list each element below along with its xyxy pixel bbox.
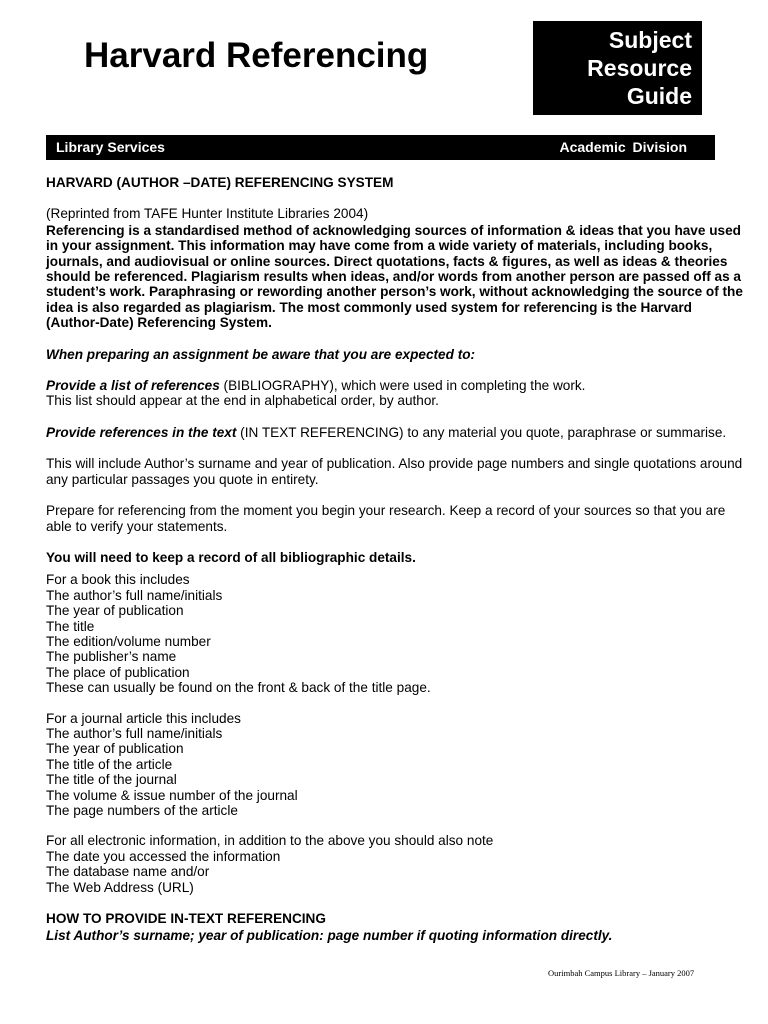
footer-note: Ourimbah Campus Library – January 2007: [548, 968, 695, 978]
book-detail-line: The publisher’s name: [46, 649, 177, 665]
reprinted-note: (Reprinted from TAFE Hunter Institute Libraries 2004): [46, 206, 369, 222]
journal-detail-line: The title of the article: [46, 756, 173, 772]
in-text-paragraph: [46, 425, 746, 440]
journal-detail-line: The year of publication: [46, 741, 184, 757]
document-body: [46, 175, 746, 944]
journal-detail-line: The author’s full name/initials: [46, 725, 223, 741]
in-text-referencing-heading: HOW TO PROVIDE IN-TEXT REFERENCING: [46, 911, 326, 927]
header-banner: [46, 135, 715, 160]
page-title: Harvard Referencing: [84, 36, 429, 75]
include-paragraph: This will include Author’s surname and year of publication. Also provide page numbers and single quotations around any particular passages you quote in entirety.: [46, 456, 743, 487]
electronic-detail-line: The date you accessed the information: [46, 848, 281, 864]
book-detail-line: For a book this includes: [46, 572, 190, 588]
reference-list-line2: This list should appear at the end in alphabetical order, by author.: [46, 393, 439, 409]
electronic-detail-line: The database name and/or: [46, 864, 210, 880]
journal-detail-line: The title of the journal: [46, 772, 177, 788]
system-heading: HARVARD (AUTHOR –DATE) REFERENCING SYSTEM: [46, 175, 394, 190]
book-details-list: [46, 572, 746, 695]
expected-heading: When preparing an assignment be aware that you are expected to:: [46, 346, 476, 362]
journal-detail-line: For a journal article this includes: [46, 710, 241, 726]
banner-academic-division: Academic Division: [559, 139, 687, 155]
reference-list-lead: Provide a list of references: [46, 378, 220, 394]
book-detail-line: The title: [46, 618, 95, 634]
journal-detail-line: The volume & issue number of the journal: [46, 787, 298, 803]
badge-line-guide: Guide: [626, 83, 692, 109]
book-detail-line: These can usually be found on the front & back of the title page.: [46, 680, 431, 696]
book-detail-line: The edition/volume number: [46, 633, 211, 649]
book-detail-line: The place of publication: [46, 664, 190, 680]
electronic-detail-line: For all electronic information, in addition to the above you should also note: [46, 833, 494, 849]
reference-list-rest: (BIBLIOGRAPHY), which were used in completing the work.: [219, 378, 586, 394]
prepare-paragraph: Prepare for referencing from the moment you begin your research. Keep a record of your sources so that you are able to verify your statements.: [46, 503, 726, 534]
subject-resource-guide-badge: [533, 21, 702, 115]
book-detail-line: The author’s full name/initials: [46, 587, 223, 603]
electronic-details-list: [46, 833, 746, 895]
in-text-rest: (IN TEXT REFERENCING) to any material you quote, paraphrase or summarise.: [236, 424, 727, 440]
badge-line-resource: Resource: [587, 55, 692, 81]
badge-line-subject: Subject: [608, 27, 692, 53]
banner-library-services: Library Services: [56, 139, 165, 155]
book-detail-line: The year of publication: [46, 603, 184, 619]
electronic-detail-line: The Web Address (URL): [46, 879, 194, 895]
reference-list-paragraph: [46, 378, 746, 393]
record-heading: You will need to keep a record of all bibliographic details.: [46, 549, 416, 565]
intro-paragraph: Referencing is a standardised method of acknowledging sources of information & ideas that you have used in your assignment. This information may have come from a wide variety of materials, including books, journals, and audiovisual or online sources. Direct quotations, facts & figures, as well as ideas & theories should be referenced. Plagiarism results when ideas, and/or words from another person are passed off as a student’s work. Paraphrasing or rewording another person’s work, without acknowledging the source of the idea is also regarded as plagiarism. The most commonly used system for referencing is the Harvard (Author-Date) Referencing System.: [46, 222, 743, 331]
in-text-lead: Provide references in the text: [46, 424, 237, 440]
journal-detail-line: The page numbers of the article: [46, 803, 238, 818]
journal-details-list: [46, 711, 746, 819]
in-text-rule: List Author’s surname; year of publication: page number if quoting information directly.: [46, 928, 613, 944]
